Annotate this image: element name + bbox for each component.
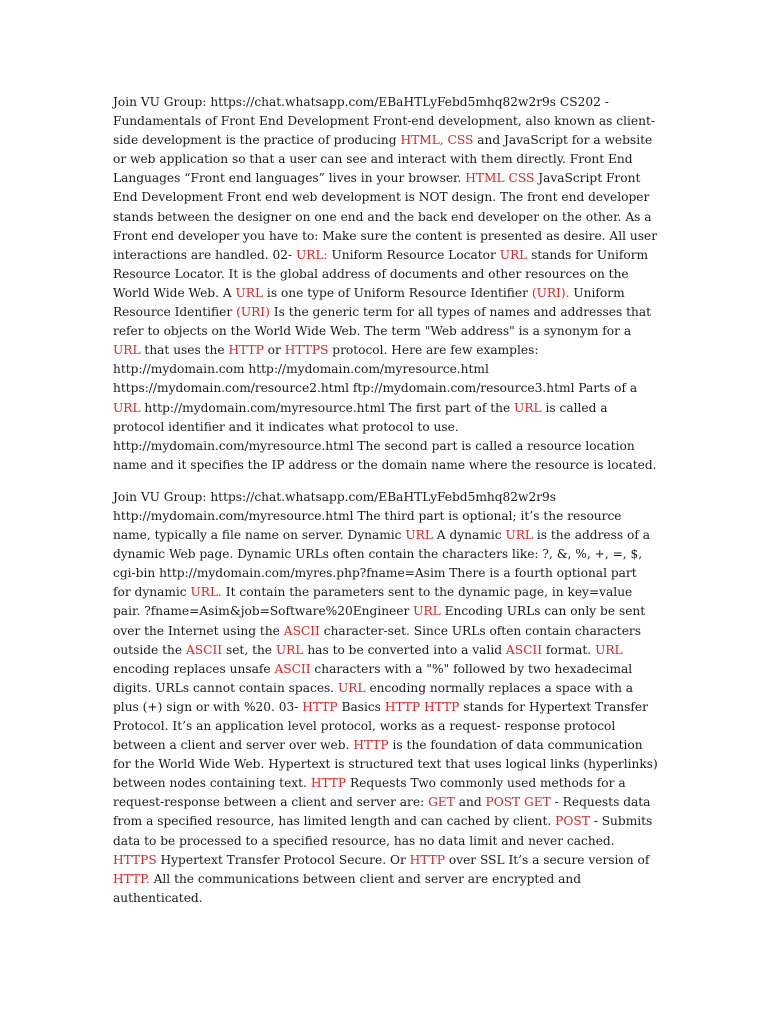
highlighted-term: HTTP <box>409 852 445 867</box>
body-text-run: over SSL It’s a secure version of <box>444 852 650 867</box>
body-text-run: format. <box>542 642 596 657</box>
highlighted-term: HTML <box>465 171 505 186</box>
highlighted-term: HTTP <box>310 776 347 791</box>
highlighted-term: POST <box>555 814 590 829</box>
body-text-run: Requests Two commonly used methods for a request-response between a client and server are: <box>113 776 626 810</box>
body-text-run: Join VU Group: https://chat.whatsapp.com/EBaHTLyFebd5mhq82w2r9s http://mydomain.com/myresource.html The third part is optional; it’s the resource name, typically a file name on server. Dynamic <box>113 489 622 543</box>
body-text-run: is one type of Uniform Resource Identifier <box>263 285 532 300</box>
body-text-run: stands for Hypertext Transfer Protocol. It’s an application level protocol, works as a request- response protocol between a client and server over web. <box>113 699 648 753</box>
body-text-run: that uses the <box>140 343 229 358</box>
highlighted-term: URL <box>113 343 141 358</box>
body-text-run: JavaScript Front End Development Front end web development is NOT design. The front end developer stands between the designer on one end and the back end developer on the other. As a Front end developer you have to: Make sure the content is presented as desire. All user interactions are handled. 02- <box>113 171 658 262</box>
body-text-run: It contain the parameters sent to the dynamic page, in key=value pair. ?fname=Asim&job=Software%20Engineer <box>113 585 633 619</box>
highlighted-term: URL <box>413 604 441 619</box>
highlighted-term: URL: <box>296 247 328 262</box>
highlighted-term: ASCII <box>274 661 311 676</box>
highlighted-term: URL <box>338 680 366 695</box>
body-text-run: encoding replaces unsafe <box>113 661 275 676</box>
body-text-run: and <box>454 795 486 810</box>
highlighted-term: HTTPS <box>113 852 157 867</box>
body-text-run: A dynamic <box>432 528 506 543</box>
highlighted-term: CSS <box>508 171 535 186</box>
highlighted-term: HTTP <box>228 343 264 358</box>
body-text-run: Hypertext Transfer Protocol Secure. Or <box>156 852 410 867</box>
body-text-run: or <box>263 343 285 358</box>
body-text-run: is the foundation of data communication for the World Wide Web. Hypertext is structured text that uses logical links (hyperlinks) between nodes containing text. <box>113 738 658 791</box>
highlighted-term: URL <box>113 400 141 415</box>
body-text-run: Uniform Resource Identifier <box>113 285 625 320</box>
highlighted-term: URL <box>514 400 542 415</box>
paragraph-front-end-and-url <box>113 93 658 475</box>
body-text-run: Is the generic term for all types of names and addresses that refer to objects on the World Wide Web. The term "Web address" is a synonym for a <box>113 305 651 339</box>
body-text-run: set, the <box>222 642 276 657</box>
body-text-run: http://mydomain.com/myresource.html The first part of the <box>140 400 515 415</box>
highlighted-term: GET <box>524 795 551 810</box>
body-text-run: is the address of a dynamic Web page. Dynamic URLs often contain the characters like: ?, &, %, +, =, $, cgi-bin http://mydomain.com/myres.php?fname=Asim There is a fourth optional part for dynamic <box>113 528 651 600</box>
body-text-run: Join VU Group: https://chat.whatsapp.com/EBaHTLyFebd5mhq82w2r9s CS202 - Fundamentals of Front End Development Front-end development, also known as client-side development is the practice of producing <box>113 95 656 148</box>
body-text-run: is called a protocol identifier and it indicates what protocol to use. http://mydomain.com/myresource.html The second part is called a resource location name and it specifies the IP address or the domain name where the resource is located. <box>113 400 657 472</box>
highlighted-term: URL <box>235 285 264 300</box>
highlighted-term: URL. <box>190 585 222 600</box>
highlighted-term: ASCII <box>283 623 320 638</box>
body-text-run: - Requests data from a specified resource, has limited length and can cached by client. <box>113 795 651 829</box>
body-text-run: character-set. Since URLs often contain characters outside the <box>113 623 641 657</box>
highlighted-term: ASCII <box>505 642 543 657</box>
highlighted-term: HTTPS <box>284 343 329 358</box>
body-text-run: characters with a "%" followed by two hexadecimal digits. URLs cannot contain spaces. <box>113 661 633 695</box>
body-text-run: Uniform Resource Locator <box>327 247 500 262</box>
body-text-run: protocol. Here are few examples: http://mydomain.com http://mydomain.com/myresource.html https://mydomain.com/resource2.html ftp://mydomain.com/resource3.html Parts of a <box>113 343 638 396</box>
highlighted-term: ASCII <box>185 642 223 657</box>
body-text-run: All the communications between client and server are encrypted and authenticated. <box>113 871 582 905</box>
highlighted-term: (URI) <box>236 305 270 320</box>
body-text-run: - Submits data to be processed to a specified resource, has no data limit and never cached. <box>113 814 653 848</box>
body-text-run: stands for Uniform Resource Locator. It is the global address of documents and other resources on the World Wide Web. A <box>113 247 649 300</box>
highlighted-term: HTTP HTTP <box>384 699 460 714</box>
highlighted-term: URL <box>595 642 623 657</box>
body-text-run: Basics <box>337 699 385 714</box>
highlighted-term: HTML, CSS <box>400 133 474 148</box>
highlighted-term: URL <box>275 642 304 657</box>
highlighted-term: URL <box>405 528 433 543</box>
paragraph-dynamic-url-and-http <box>113 488 658 908</box>
body-text-run: encoding normally replaces a space with a plus (+) sign or with %20. 03- <box>113 680 634 714</box>
highlighted-term: HTTP <box>302 699 338 714</box>
highlighted-term: HTTP. <box>113 871 150 886</box>
body-text-run: Encoding URLs can only be sent over the Internet using the <box>113 604 646 638</box>
highlighted-term: URL <box>499 247 528 262</box>
body-text-run: and JavaScript for a website or web application so that a user can see and interact with them directly. Front End Languages “Front end languages” lives in your browser. <box>113 133 653 186</box>
highlighted-term: (URI). <box>531 285 570 300</box>
highlighted-term: URL <box>505 528 533 543</box>
highlighted-term: GET <box>428 795 455 810</box>
body-text-run: has to be converted into a valid <box>303 642 506 657</box>
highlighted-term: HTTP <box>353 738 389 753</box>
highlighted-term: POST <box>485 795 521 810</box>
